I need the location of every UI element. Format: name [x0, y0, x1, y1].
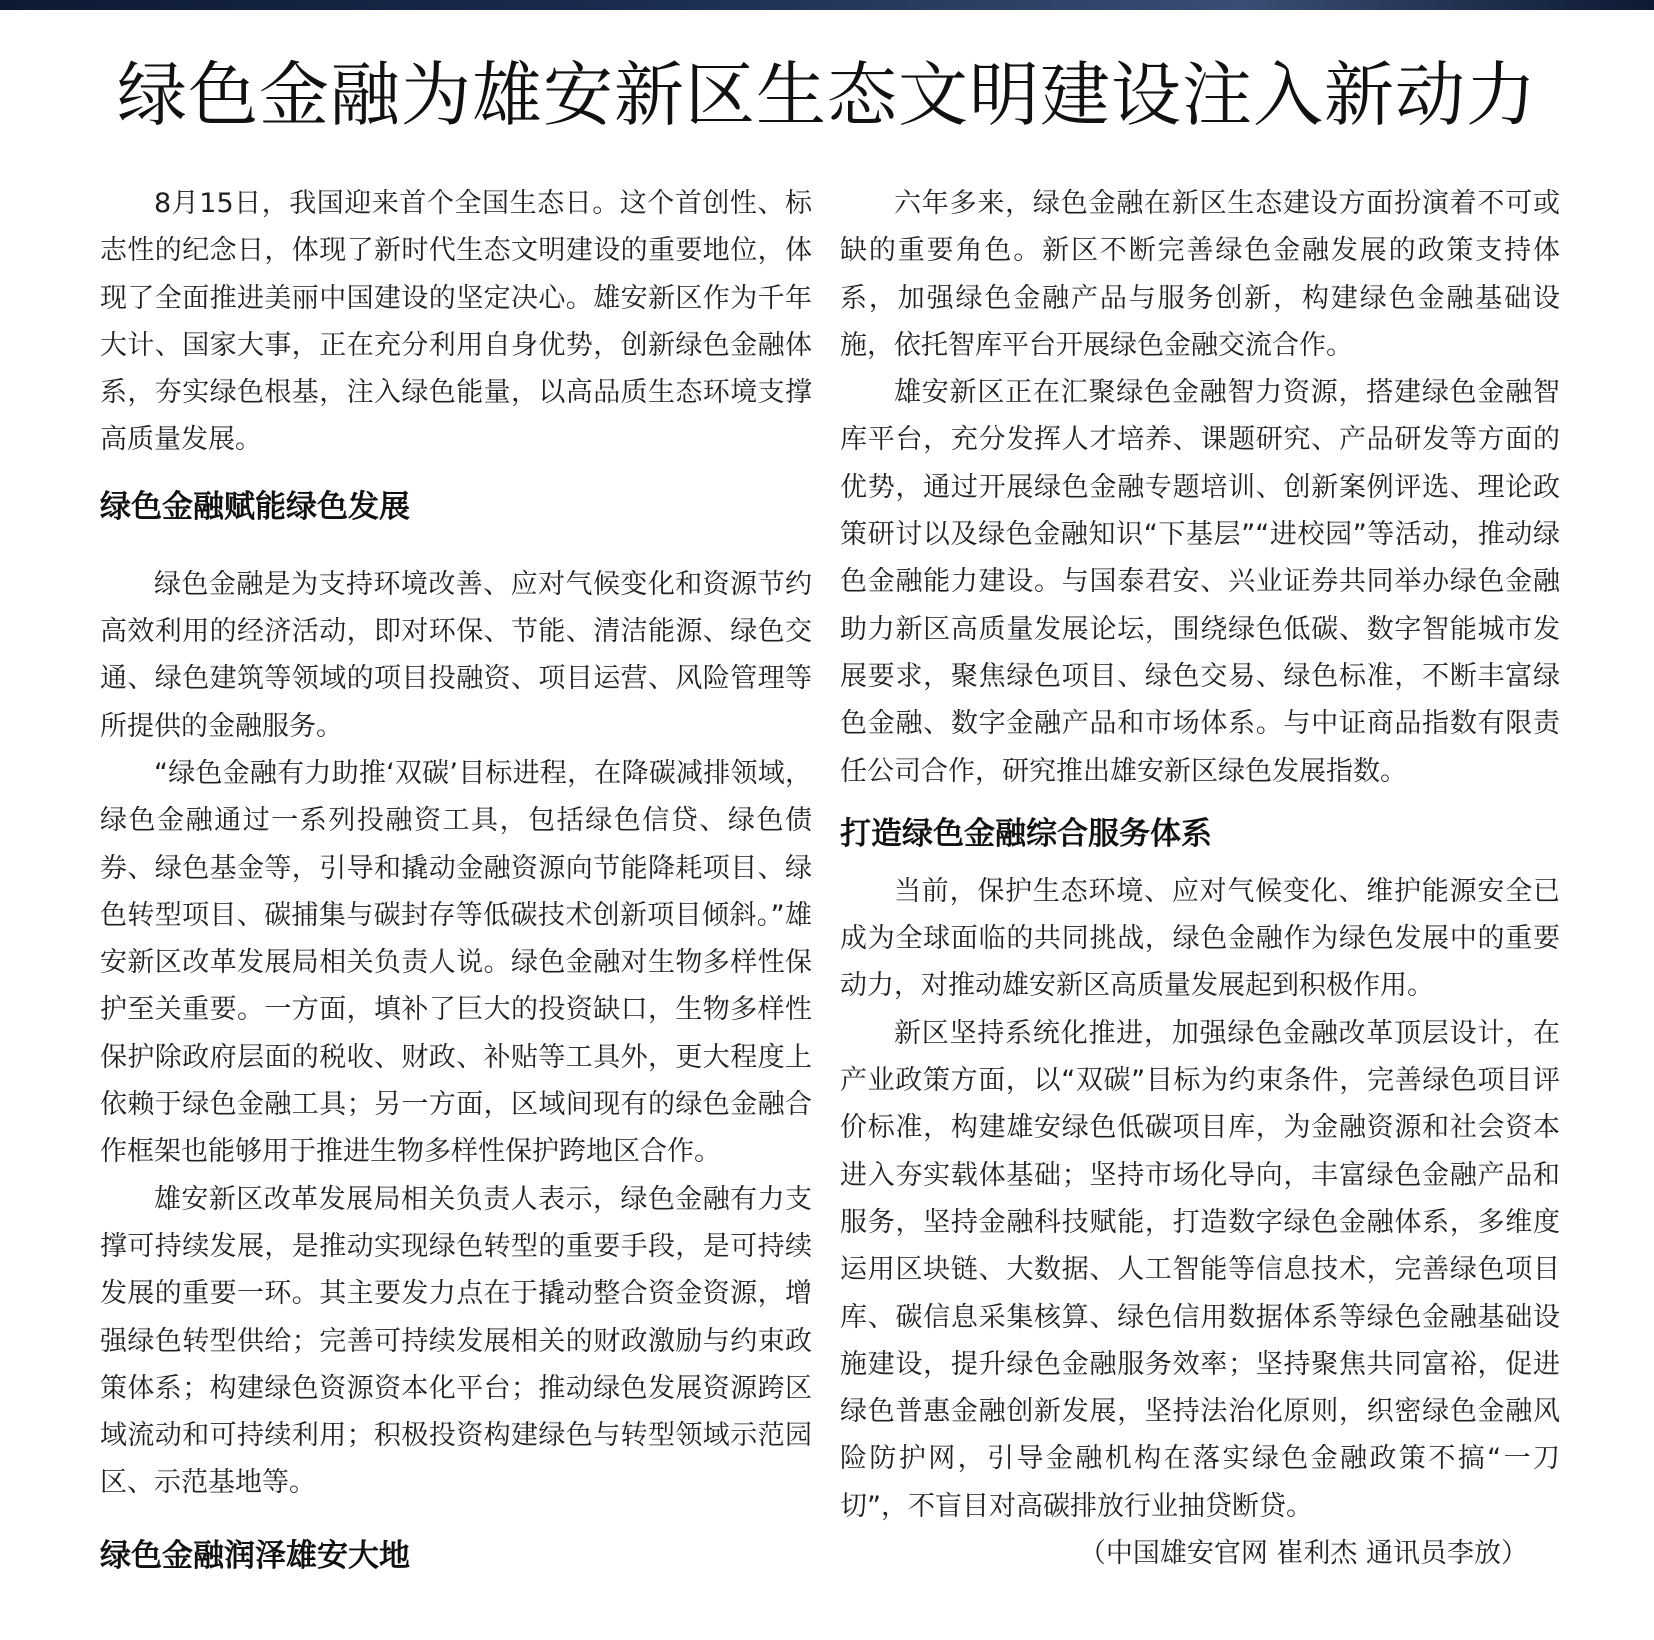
- right-column: [840, 180, 1560, 1577]
- section-heading-green-finance-empowers: 绿色金融赋能绿色发展: [100, 488, 410, 525]
- section1-paragraph-1: 绿色金融是为支持环境改善、应对气候变化和资源节约高效利用的经济活动，即对环保、节能、清洁能源、绿色交通、绿色建筑等领域的项目投融资、项目运营、风险管理等所提供的金融服务。: [100, 568, 812, 742]
- top-decorative-bar: [0, 0, 1654, 10]
- section-heading-service-system: 打造绿色金融综合服务体系: [840, 815, 1212, 852]
- intro-paragraph: 8月15日，我国迎来首个全国生态日。这个首创性、标志性的纪念日，体现了新时代生态文明建设的重要地位，体现了全面推进美丽中国建设的坚定决心。雄安新区作为千年大计、国家大事，正在充分利用自身优势，创新绿色金融体系，夯实绿色根基，注入绿色能量，以高品质生态环境支撑高质量发展。: [100, 188, 812, 456]
- section1-paragraph-3: 雄安新区改革发展局相关负责人表示，绿色金融有力支撑可持续发展，是推动实现绿色转型的重要手段，是可持续发展的重要一环。其主要发力点在于撬动整合资金资源，增强绿色转型供给；完善可持续发展相关的财政激励与约束政策体系；构建绿色资源资本化平台；推动绿色发展资源跨区域流动和可持续利用；积极投资构建绿色与转型领域示范园区、示范基地等。: [100, 1183, 812, 1499]
- section-heading-green-finance-nourishes: 绿色金融润泽雄安大地: [100, 1537, 410, 1574]
- article-title: 绿色金融为雄安新区生态文明建设注入新动力: [117, 54, 1537, 136]
- section3-paragraph-1: 当前，保护生态环境、应对气候变化、维护能源安全已成为全球面临的共同挑战，绿色金融作为绿色发展中的重要动力，对推动雄安新区高质量发展起到积极作用。: [840, 875, 1560, 1002]
- section1-paragraph-2: “绿色金融有力助推‘双碳’目标进程，在降碳减排领域，绿色金融通过一系列投融资工具，包括绿色信贷、绿色债券、绿色基金等，引导和撬动金融资源向节能降耗项目、绿色转型项目、碳捕集与碳封存等低碳技术创新项目倾斜。”雄安新区改革发展局相关负责人说。绿色金融对生物多样性保护至关重要。一方面，填补了巨大的投资缺口，生物多样性保护除政府层面的税收、财政、补贴等工具外，更大程度上依赖于绿色金融工具；另一方面，区域间现有的绿色金融合作框架也能够用于推进生物多样性保护跨地区合作。: [100, 757, 812, 1168]
- article-byline: （中国雄安官网 崔利杰 通讯员李放）: [1078, 1538, 1528, 1570]
- section3-paragraph-2: 新区坚持系统化推进，加强绿色金融改革顶层设计，在产业政策方面，以“双碳”目标为约束条件，完善绿色项目评价标准，构建雄安绿色低碳项目库，为金融资源和社会资本进入夯实载体基础；坚持市场化导向，丰富绿色金融产品和服务，坚持金融科技赋能，打造数字绿色金融体系，多维度运用区块链、大数据、人工智能等信息技术，完善绿色项目库、碳信息采集核算、绿色信用数据体系等绿色金融基础设施建设，提升绿色金融服务效率；坚持聚焦共同富裕，促进绿色普惠金融创新发展，坚持法治化原则，织密绿色金融风险防护网，引导金融机构在落实绿色金融政策不搞“一刀切”，不盲目对高碳排放行业抽贷断贷。: [840, 1017, 1560, 1522]
- left-column: [100, 180, 812, 1580]
- section2-paragraph-2: 雄安新区正在汇聚绿色金融智力资源，搭建绿色金融智库平台，充分发挥人才培养、课题研究、产品研发等方面的优势，通过开展绿色金融专题培训、创新案例评选、理论政策研讨以及绿色金融知识“下基层”“进校园”等活动，推动绿色金融能力建设。与国泰君安、兴业证券共同举办绿色金融助力新区高质量发展论坛，围绕绿色低碳、数字智能城市发展要求，聚焦绿色项目、绿色交易、绿色标准，不断丰富绿色金融、数字金融产品和市场体系。与中证商品指数有限责任公司合作，研究推出雄安新区绿色发展指数。: [840, 377, 1560, 787]
- section2-paragraph-1: 六年多来，绿色金融在新区生态建设方面扮演着不可或缺的重要角色。新区不断完善绿色金融发展的政策支持体系，加强绿色金融产品与服务创新，构建绿色金融基础设施，依托智库平台开展绿色金融交流合作。: [840, 188, 1560, 361]
